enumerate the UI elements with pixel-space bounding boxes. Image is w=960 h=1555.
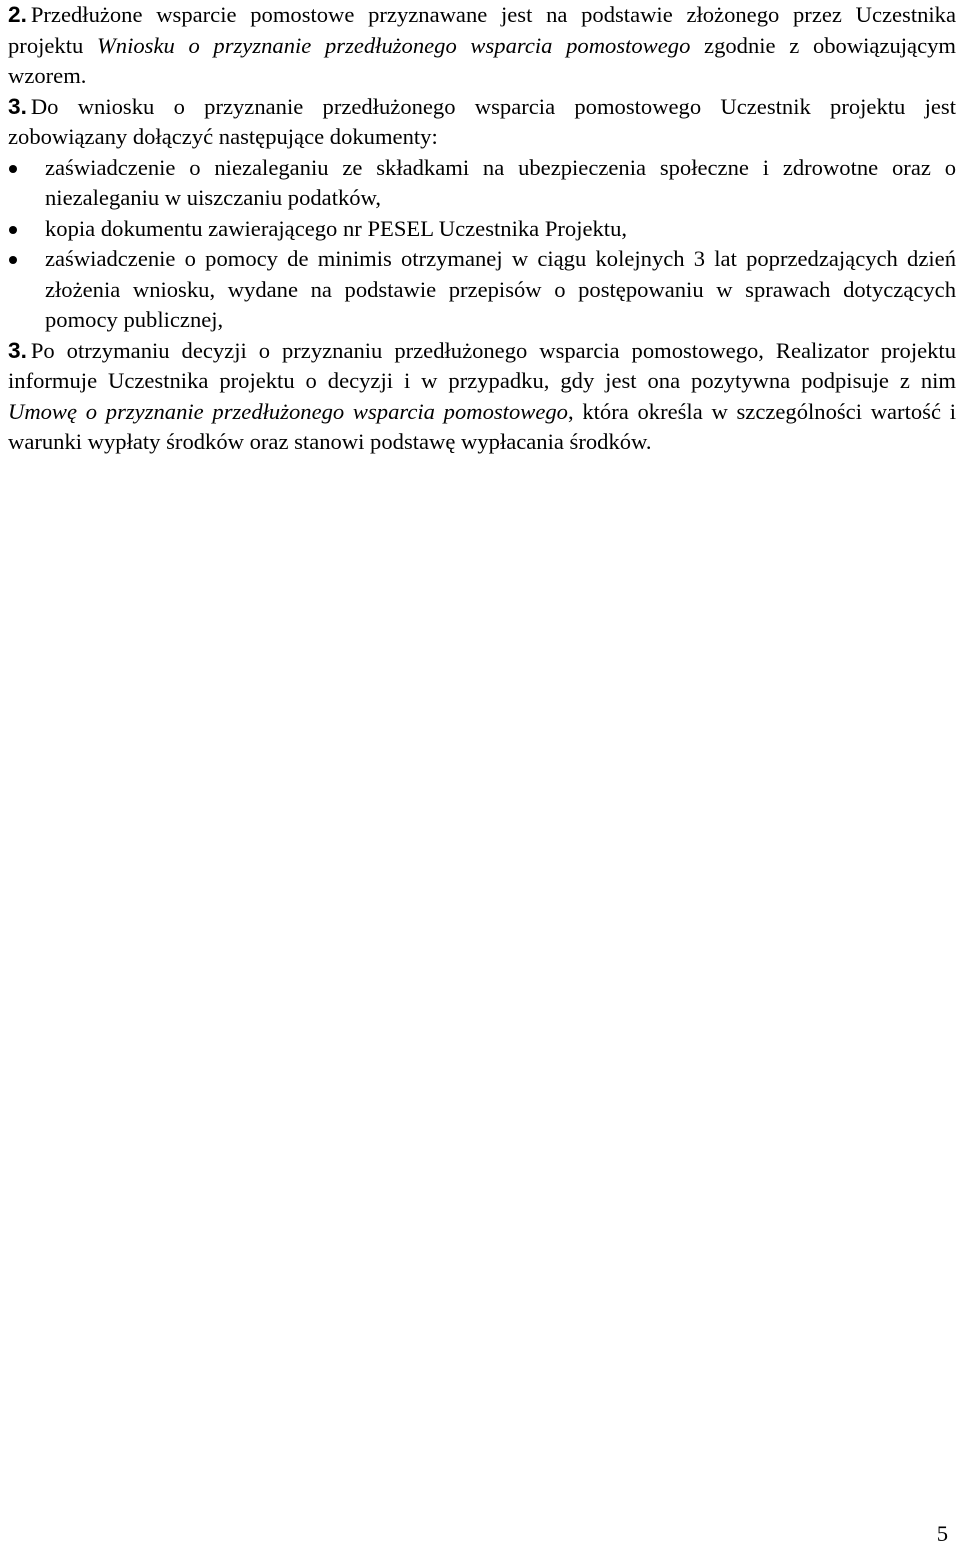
paragraph-2 (8, 0, 956, 92)
paragraph-text: Po otrzymaniu decyzji o przyznaniu przedłużonego wsparcia pomostowego, Realizator projektu informuje Uczestnika projektu o decyzji i w przypadku, gdy jest ona pozytywna podpisuje z nim (8, 337, 956, 393)
bullet-icon (9, 256, 17, 264)
list-item (8, 244, 956, 336)
list-item (8, 214, 956, 245)
page-number: 5 (936, 1521, 948, 1546)
bullet-icon (9, 226, 17, 234)
paragraph-number: 2. (8, 2, 27, 27)
list-item-text: zaświadczenie o pomocy de minimis otrzymanej w ciągu kolejnych 3 lat poprzedzających dzień złożenia wniosku, wydane na podstawie przepisów o postępowaniu w sprawach dotyczących pomocy publicznej, (45, 246, 956, 332)
bullet-icon (9, 165, 17, 173)
list-item (8, 153, 956, 214)
paragraph-3-decision (8, 336, 956, 458)
paragraph-number: 3. (8, 93, 27, 119)
agreement-title-italic: Umowę o przyznanie przedłużonego wsparcia pomostowego (8, 398, 568, 424)
paragraph-text: Przedłużone wsparcie pomostowe przyznawane jest na podstawie złożonego przez Uczestnika projektu (8, 2, 956, 58)
paragraph-text: Do wniosku o przyznanie przedłużonego wsparcia pomostowego Uczestnik projektu jest zobowiązany dołączyć następujące dokumenty: (8, 93, 956, 149)
paragraph-3-intro (8, 92, 956, 153)
paragraph-number: 3. (8, 337, 27, 363)
paragraph-text-end: , która określa w szczególności wartość i warunki wypłaty środków oraz stanowi podstawę wypłacania środków. (8, 398, 956, 454)
document-title-italic: Wniosku o przyznanie przedłużonego wsparcia pomostowego (96, 32, 691, 58)
document-content (8, 0, 956, 458)
paragraph-text-end: zgodnie z obowiązującym wzorem. (8, 32, 956, 88)
list-item-text: zaświadczenie o niezaleganiu ze składkami na ubezpieczenia społeczne i zdrowotne oraz o niezaleganiu w uiszczaniu podatków, (45, 154, 956, 210)
list-item-text: kopia dokumentu zawierającego nr PESEL Uczestnika Projektu, (45, 215, 628, 241)
required-documents-list (8, 153, 956, 336)
